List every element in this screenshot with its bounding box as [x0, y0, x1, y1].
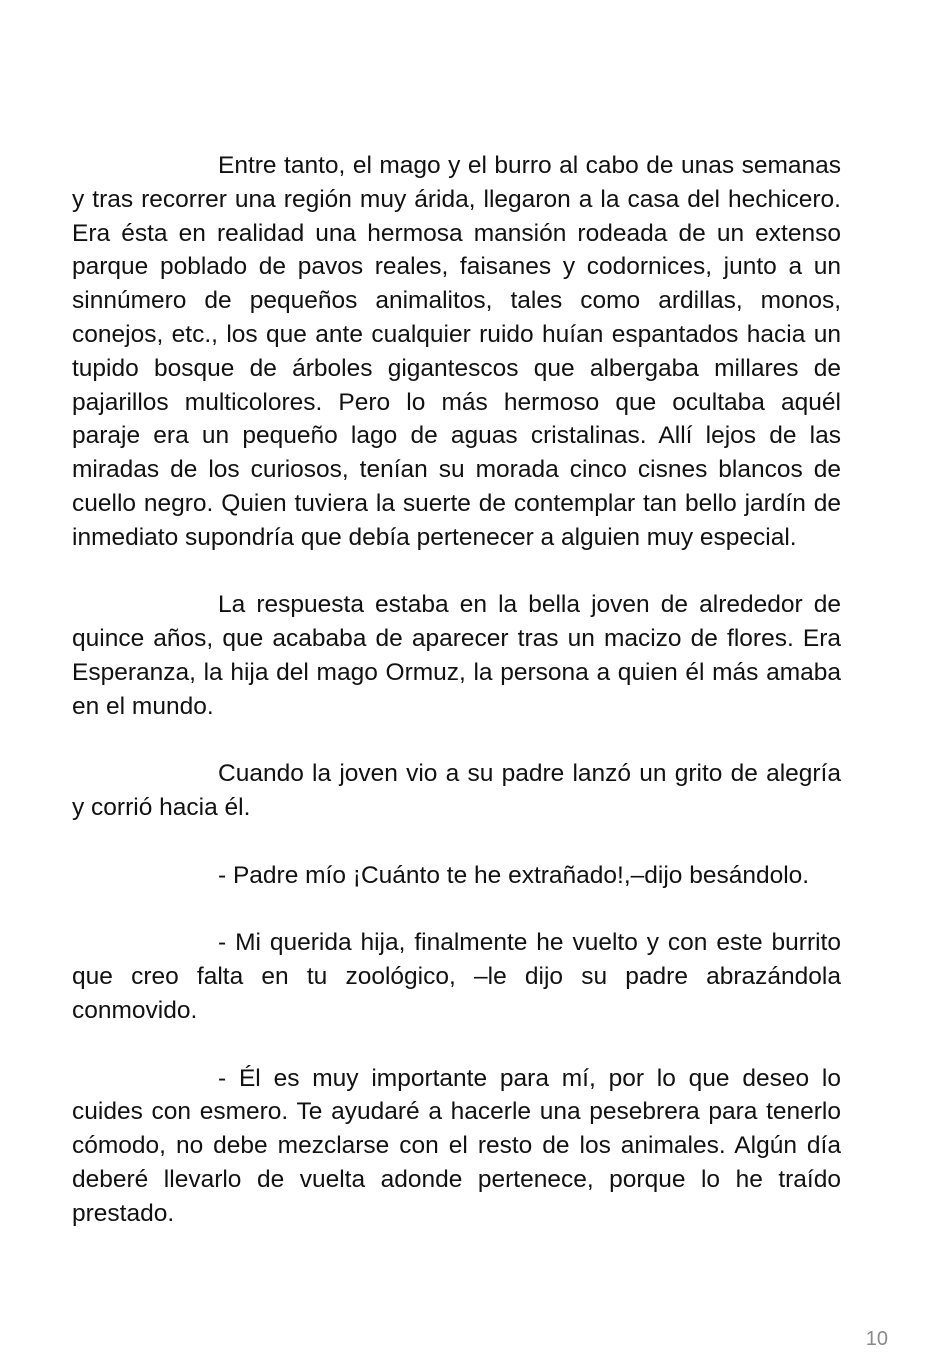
paragraph-1: Entre tanto, el mago y el burro al cabo de unas semanas y tras recorrer una región muy árida, llegaron a la casa del hechicero. Era ésta en realidad una hermosa mansión rodeada de un extenso parque poblado de pavos reales, faisanes y codornices, junto a un sinnúmero de pequeños animalitos, tales como ardillas, monos, conejos, etc., los que ante cualquier ruido huían espantados hacia un tupido bosque de árboles gigantescos que albergaba millares de pajarillos multicolores. Pero lo más hermoso que ocultaba aquél paraje era un pequeño lago de aguas cristalinas. Allí lejos de las miradas de los curiosos, tenían su morada cinco cisnes blancos de cuello negro. Quien tuviera la suerte de contemplar tan bello jardín de inmediato supondría que debía pertenecer a alguien muy especial.: [72, 152, 841, 551]
paragraph-3: Cuando la joven vio a su padre lanzó un grito de alegría y corrió hacia él.: [72, 760, 841, 822]
paragraph-6: - Él es muy importante para mí, por lo que deseo lo cuides con esmero. Te ayudaré a hacerle una pesebrera para tenerlo cómodo, no debe mezclarse con el resto de los animales. Algún día deberé llevarlo de vuelta adonde pertenece, porque lo he traído prestado.: [72, 1064, 841, 1227]
paragraph-2: La respuesta estaba en la bella joven de alrededor de quince años, que acababa de aparecer tras un macizo de flores. Era Esperanza, la hija del mago Ormuz, la persona a quien él más amaba en el mundo.: [72, 591, 841, 720]
body-text: [72, 149, 841, 1231]
paragraph-4: - Padre mío ¡Cuánto te he extrañado!,–dijo besándolo.: [218, 861, 810, 889]
paragraph-5: - Mi querida hija, finalmente he vuelto y con este burrito que creo falta en tu zoológico, –le dijo su padre abrazándola conmovido.: [72, 929, 841, 1024]
page-number: 10: [865, 1328, 888, 1350]
